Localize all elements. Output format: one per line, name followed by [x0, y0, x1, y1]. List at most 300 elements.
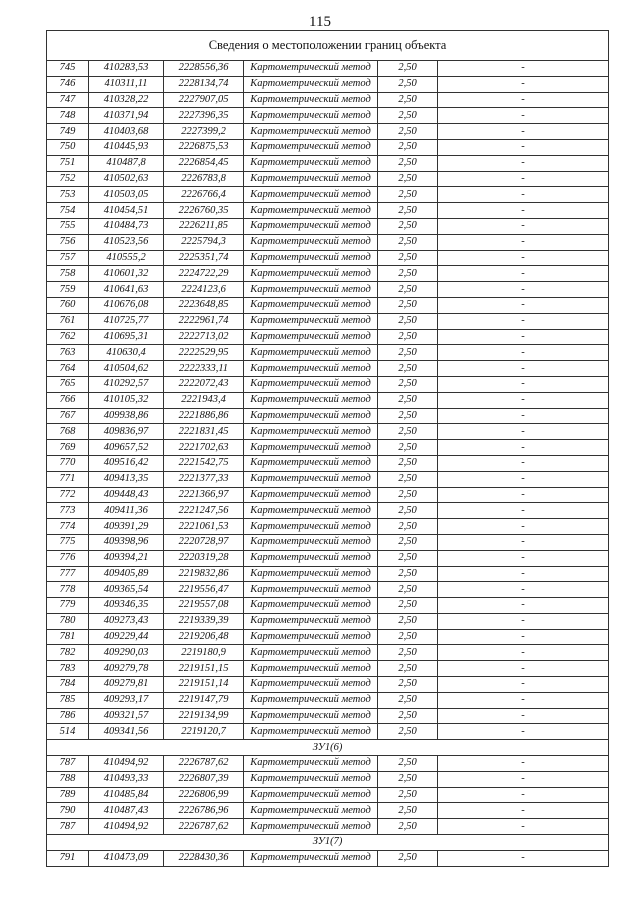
- method-cell: Картометрический метод: [244, 503, 378, 519]
- point-number: 770: [47, 455, 89, 471]
- coord-y: 2226875,53: [164, 139, 244, 155]
- table-row: [47, 440, 609, 456]
- coord-y: 2226211,85: [164, 218, 244, 234]
- point-number: 763: [47, 345, 89, 361]
- coord-x: 409279,81: [89, 677, 164, 693]
- description-cell: -: [438, 661, 609, 677]
- section-row: [47, 740, 609, 756]
- table-row: [47, 376, 609, 392]
- coord-x: 409341,56: [89, 724, 164, 740]
- point-number: 514: [47, 724, 89, 740]
- method-cell: Картометрический метод: [244, 598, 378, 614]
- coord-x: 410487,8: [89, 155, 164, 171]
- accuracy-cell: 2,50: [378, 329, 438, 345]
- method-cell: Картометрический метод: [244, 313, 378, 329]
- coord-x: 409938,86: [89, 408, 164, 424]
- accuracy-cell: 2,50: [378, 108, 438, 124]
- accuracy-cell: 2,50: [378, 708, 438, 724]
- description-cell: -: [438, 171, 609, 187]
- coord-y: 2228134,74: [164, 76, 244, 92]
- coord-x: 409346,35: [89, 598, 164, 614]
- point-number: 787: [47, 756, 89, 772]
- method-cell: Картометрический метод: [244, 424, 378, 440]
- description-cell: -: [438, 108, 609, 124]
- table-row: [47, 408, 609, 424]
- coord-y: 2219339,39: [164, 613, 244, 629]
- coord-y: 2226854,45: [164, 155, 244, 171]
- coord-x: 410487,43: [89, 803, 164, 819]
- table-row: [47, 282, 609, 298]
- point-number: 760: [47, 297, 89, 313]
- point-number: 784: [47, 677, 89, 693]
- point-number: 755: [47, 218, 89, 234]
- description-cell: -: [438, 234, 609, 250]
- description-cell: -: [438, 677, 609, 693]
- point-number: 771: [47, 471, 89, 487]
- method-cell: Картометрический метод: [244, 297, 378, 313]
- description-cell: -: [438, 61, 609, 77]
- coord-x: 409394,21: [89, 550, 164, 566]
- coord-y: 2222072,43: [164, 376, 244, 392]
- table-row: [47, 692, 609, 708]
- coord-x: 409398,96: [89, 534, 164, 550]
- accuracy-cell: 2,50: [378, 234, 438, 250]
- table-row: [47, 108, 609, 124]
- point-number: 765: [47, 376, 89, 392]
- accuracy-cell: 2,50: [378, 187, 438, 203]
- point-number: 786: [47, 708, 89, 724]
- method-cell: Картометрический метод: [244, 692, 378, 708]
- table-row: [47, 61, 609, 77]
- point-number: 778: [47, 582, 89, 598]
- accuracy-cell: 2,50: [378, 503, 438, 519]
- coord-x: 410371,94: [89, 108, 164, 124]
- description-cell: -: [438, 266, 609, 282]
- method-cell: Картометрический метод: [244, 471, 378, 487]
- coord-y: 2219134,99: [164, 708, 244, 724]
- table-row: [47, 124, 609, 140]
- coord-x: 409657,52: [89, 440, 164, 456]
- accuracy-cell: 2,50: [378, 408, 438, 424]
- accuracy-cell: 2,50: [378, 124, 438, 140]
- method-cell: Картометрический метод: [244, 345, 378, 361]
- method-cell: Картометрический метод: [244, 550, 378, 566]
- method-cell: Картометрический метод: [244, 519, 378, 535]
- point-number: 752: [47, 171, 89, 187]
- coord-y: 2219206,48: [164, 629, 244, 645]
- accuracy-cell: 2,50: [378, 92, 438, 108]
- point-number: 780: [47, 613, 89, 629]
- method-cell: Картометрический метод: [244, 361, 378, 377]
- coord-x: 409229,44: [89, 629, 164, 645]
- table-row: [47, 708, 609, 724]
- accuracy-cell: 2,50: [378, 677, 438, 693]
- coord-x: 409365,54: [89, 582, 164, 598]
- description-cell: -: [438, 424, 609, 440]
- point-number: 781: [47, 629, 89, 645]
- description-cell: -: [438, 376, 609, 392]
- point-number: 746: [47, 76, 89, 92]
- description-cell: -: [438, 519, 609, 535]
- point-number: 768: [47, 424, 89, 440]
- coord-y: 2226807,39: [164, 771, 244, 787]
- description-cell: -: [438, 819, 609, 835]
- boundary-table-container: [46, 30, 608, 867]
- table-row: [47, 661, 609, 677]
- table-row: [47, 819, 609, 835]
- description-cell: -: [438, 550, 609, 566]
- method-cell: Картометрический метод: [244, 850, 378, 866]
- table-row: [47, 803, 609, 819]
- coord-y: 2224722,29: [164, 266, 244, 282]
- accuracy-cell: 2,50: [378, 550, 438, 566]
- description-cell: -: [438, 613, 609, 629]
- method-cell: Картометрический метод: [244, 234, 378, 250]
- table-row: [47, 534, 609, 550]
- table-row: [47, 424, 609, 440]
- table-row: [47, 566, 609, 582]
- point-number: 775: [47, 534, 89, 550]
- point-number: 790: [47, 803, 89, 819]
- coord-y: 2226787,62: [164, 756, 244, 772]
- coord-x: 410328,22: [89, 92, 164, 108]
- coord-y: 2226760,35: [164, 203, 244, 219]
- coord-x: 410283,53: [89, 61, 164, 77]
- coord-x: 410676,08: [89, 297, 164, 313]
- accuracy-cell: 2,50: [378, 345, 438, 361]
- table-row: [47, 92, 609, 108]
- coord-x: 410485,84: [89, 787, 164, 803]
- description-cell: -: [438, 329, 609, 345]
- coord-y: 2222529,95: [164, 345, 244, 361]
- point-number: 757: [47, 250, 89, 266]
- method-cell: Картометрический метод: [244, 139, 378, 155]
- coord-x: 410555,2: [89, 250, 164, 266]
- accuracy-cell: 2,50: [378, 297, 438, 313]
- method-cell: Картометрический метод: [244, 661, 378, 677]
- method-cell: Картометрический метод: [244, 629, 378, 645]
- coord-y: 2221886,86: [164, 408, 244, 424]
- table-row: [47, 345, 609, 361]
- coord-x: 410105,32: [89, 392, 164, 408]
- method-cell: Картометрический метод: [244, 724, 378, 740]
- section-label: ЗУ1(6): [47, 740, 609, 756]
- table-row: [47, 582, 609, 598]
- method-cell: Картометрический метод: [244, 266, 378, 282]
- accuracy-cell: 2,50: [378, 819, 438, 835]
- coord-x: 410523,56: [89, 234, 164, 250]
- coord-x: 410473,09: [89, 850, 164, 866]
- table-row: [47, 771, 609, 787]
- coord-y: 2227907,05: [164, 92, 244, 108]
- accuracy-cell: 2,50: [378, 376, 438, 392]
- coord-x: 409321,57: [89, 708, 164, 724]
- table-title-row: [47, 31, 609, 61]
- coord-x: 410601,32: [89, 266, 164, 282]
- coord-x: 410454,51: [89, 203, 164, 219]
- coord-y: 2219180,9: [164, 645, 244, 661]
- description-cell: -: [438, 392, 609, 408]
- coord-x: 410494,92: [89, 819, 164, 835]
- method-cell: Картометрический метод: [244, 92, 378, 108]
- table-row: [47, 613, 609, 629]
- table-row: [47, 677, 609, 693]
- table-row: [47, 139, 609, 155]
- point-number: 748: [47, 108, 89, 124]
- accuracy-cell: 2,50: [378, 534, 438, 550]
- description-cell: -: [438, 455, 609, 471]
- point-number: 745: [47, 61, 89, 77]
- description-cell: -: [438, 724, 609, 740]
- point-number: 758: [47, 266, 89, 282]
- coord-x: 410445,93: [89, 139, 164, 155]
- method-cell: Картометрический метод: [244, 708, 378, 724]
- description-cell: -: [438, 139, 609, 155]
- method-cell: Картометрический метод: [244, 756, 378, 772]
- coord-y: 2223648,85: [164, 297, 244, 313]
- section-row: [47, 835, 609, 851]
- coord-y: 2228430,36: [164, 850, 244, 866]
- table-row: [47, 266, 609, 282]
- coord-x: 409405,89: [89, 566, 164, 582]
- description-cell: -: [438, 503, 609, 519]
- accuracy-cell: 2,50: [378, 756, 438, 772]
- coord-y: 2226786,96: [164, 803, 244, 819]
- description-cell: -: [438, 440, 609, 456]
- coord-y: 2225351,74: [164, 250, 244, 266]
- table-row: [47, 392, 609, 408]
- description-cell: -: [438, 92, 609, 108]
- point-number: 762: [47, 329, 89, 345]
- description-cell: -: [438, 803, 609, 819]
- table-row: [47, 76, 609, 92]
- description-cell: -: [438, 692, 609, 708]
- point-number: 785: [47, 692, 89, 708]
- method-cell: Картометрический метод: [244, 677, 378, 693]
- coord-y: 2221377,33: [164, 471, 244, 487]
- point-number: 749: [47, 124, 89, 140]
- table-row: [47, 203, 609, 219]
- description-cell: -: [438, 313, 609, 329]
- table-row: [47, 171, 609, 187]
- accuracy-cell: 2,50: [378, 455, 438, 471]
- coord-x: 410725,77: [89, 313, 164, 329]
- table-title: Сведения о местоположении границ объекта: [47, 31, 609, 61]
- boundary-table: [46, 30, 609, 867]
- coord-x: 410504,62: [89, 361, 164, 377]
- description-cell: -: [438, 124, 609, 140]
- coord-y: 2226766,4: [164, 187, 244, 203]
- description-cell: -: [438, 850, 609, 866]
- accuracy-cell: 2,50: [378, 661, 438, 677]
- coord-x: 409411,36: [89, 503, 164, 519]
- accuracy-cell: 2,50: [378, 313, 438, 329]
- point-number: 767: [47, 408, 89, 424]
- method-cell: Картометрический метод: [244, 440, 378, 456]
- method-cell: Картометрический метод: [244, 250, 378, 266]
- accuracy-cell: 2,50: [378, 629, 438, 645]
- table-row: [47, 850, 609, 866]
- coord-y: 2221061,53: [164, 519, 244, 535]
- coord-x: 410311,11: [89, 76, 164, 92]
- coord-y: 2219151,15: [164, 661, 244, 677]
- accuracy-cell: 2,50: [378, 692, 438, 708]
- coord-x: 410493,33: [89, 771, 164, 787]
- accuracy-cell: 2,50: [378, 361, 438, 377]
- table-row: [47, 187, 609, 203]
- point-number: 782: [47, 645, 89, 661]
- point-number: 769: [47, 440, 89, 456]
- table-row: [47, 455, 609, 471]
- accuracy-cell: 2,50: [378, 582, 438, 598]
- method-cell: Картометрический метод: [244, 392, 378, 408]
- description-cell: -: [438, 218, 609, 234]
- coord-x: 409836,97: [89, 424, 164, 440]
- point-number: 751: [47, 155, 89, 171]
- coord-y: 2226806,99: [164, 787, 244, 803]
- method-cell: Картометрический метод: [244, 645, 378, 661]
- coord-x: 409391,29: [89, 519, 164, 535]
- description-cell: -: [438, 282, 609, 298]
- coord-x: 410641,63: [89, 282, 164, 298]
- method-cell: Картометрический метод: [244, 613, 378, 629]
- description-cell: -: [438, 250, 609, 266]
- table-row: [47, 155, 609, 171]
- accuracy-cell: 2,50: [378, 203, 438, 219]
- coord-x: 409516,42: [89, 455, 164, 471]
- method-cell: Картометрический метод: [244, 819, 378, 835]
- method-cell: Картометрический метод: [244, 124, 378, 140]
- coord-y: 2226787,62: [164, 819, 244, 835]
- point-number: 788: [47, 771, 89, 787]
- coord-x: 410630,4: [89, 345, 164, 361]
- point-number: 779: [47, 598, 89, 614]
- accuracy-cell: 2,50: [378, 139, 438, 155]
- accuracy-cell: 2,50: [378, 850, 438, 866]
- table-row: [47, 756, 609, 772]
- coord-y: 2221943,4: [164, 392, 244, 408]
- coord-y: 2221702,63: [164, 440, 244, 456]
- point-number: 766: [47, 392, 89, 408]
- page-number: 115: [309, 14, 331, 30]
- coord-y: 2228556,36: [164, 61, 244, 77]
- coord-x: 409279,78: [89, 661, 164, 677]
- coord-x: 409413,35: [89, 471, 164, 487]
- table-row: [47, 297, 609, 313]
- table-row: [47, 329, 609, 345]
- method-cell: Картометрический метод: [244, 803, 378, 819]
- accuracy-cell: 2,50: [378, 771, 438, 787]
- table-body: [47, 31, 609, 867]
- description-cell: -: [438, 408, 609, 424]
- coord-y: 2225794,3: [164, 234, 244, 250]
- accuracy-cell: 2,50: [378, 61, 438, 77]
- coord-y: 2219557,08: [164, 598, 244, 614]
- coord-x: 410292,57: [89, 376, 164, 392]
- accuracy-cell: 2,50: [378, 803, 438, 819]
- coord-y: 2221831,45: [164, 424, 244, 440]
- accuracy-cell: 2,50: [378, 487, 438, 503]
- point-number: 747: [47, 92, 89, 108]
- accuracy-cell: 2,50: [378, 598, 438, 614]
- accuracy-cell: 2,50: [378, 787, 438, 803]
- description-cell: -: [438, 345, 609, 361]
- point-number: 759: [47, 282, 89, 298]
- coord-x: 410503,05: [89, 187, 164, 203]
- table-row: [47, 519, 609, 535]
- point-number: 773: [47, 503, 89, 519]
- table-row: [47, 787, 609, 803]
- coord-x: 410403,68: [89, 124, 164, 140]
- accuracy-cell: 2,50: [378, 613, 438, 629]
- accuracy-cell: 2,50: [378, 724, 438, 740]
- coord-x: 410502,63: [89, 171, 164, 187]
- table-row: [47, 218, 609, 234]
- description-cell: -: [438, 155, 609, 171]
- coord-x: 410494,92: [89, 756, 164, 772]
- coord-y: 2219556,47: [164, 582, 244, 598]
- table-row: [47, 724, 609, 740]
- coord-y: 2219151,14: [164, 677, 244, 693]
- table-row: [47, 598, 609, 614]
- table-row: [47, 629, 609, 645]
- coord-y: 2227396,35: [164, 108, 244, 124]
- method-cell: Картометрический метод: [244, 76, 378, 92]
- description-cell: -: [438, 787, 609, 803]
- accuracy-cell: 2,50: [378, 218, 438, 234]
- point-number: 754: [47, 203, 89, 219]
- description-cell: -: [438, 756, 609, 772]
- accuracy-cell: 2,50: [378, 392, 438, 408]
- description-cell: -: [438, 708, 609, 724]
- table-row: [47, 250, 609, 266]
- coord-y: 2227399,2: [164, 124, 244, 140]
- description-cell: -: [438, 76, 609, 92]
- accuracy-cell: 2,50: [378, 440, 438, 456]
- description-cell: -: [438, 582, 609, 598]
- accuracy-cell: 2,50: [378, 645, 438, 661]
- table-row: [47, 313, 609, 329]
- coord-y: 2220728,97: [164, 534, 244, 550]
- section-label: ЗУ1(7): [47, 835, 609, 851]
- method-cell: Картометрический метод: [244, 455, 378, 471]
- point-number: 756: [47, 234, 89, 250]
- method-cell: Картометрический метод: [244, 108, 378, 124]
- point-number: 761: [47, 313, 89, 329]
- method-cell: Картометрический метод: [244, 582, 378, 598]
- point-number: 774: [47, 519, 89, 535]
- point-number: 772: [47, 487, 89, 503]
- point-number: 791: [47, 850, 89, 866]
- method-cell: Картометрический метод: [244, 566, 378, 582]
- accuracy-cell: 2,50: [378, 155, 438, 171]
- table-row: [47, 234, 609, 250]
- method-cell: Картометрический метод: [244, 282, 378, 298]
- description-cell: -: [438, 361, 609, 377]
- method-cell: Картометрический метод: [244, 171, 378, 187]
- point-number: 777: [47, 566, 89, 582]
- accuracy-cell: 2,50: [378, 250, 438, 266]
- coord-x: 410484,73: [89, 218, 164, 234]
- description-cell: -: [438, 771, 609, 787]
- description-cell: -: [438, 487, 609, 503]
- table-row: [47, 645, 609, 661]
- point-number: 764: [47, 361, 89, 377]
- coord-y: 2219832,86: [164, 566, 244, 582]
- point-number: 789: [47, 787, 89, 803]
- coord-y: 2221542,75: [164, 455, 244, 471]
- table-row: [47, 550, 609, 566]
